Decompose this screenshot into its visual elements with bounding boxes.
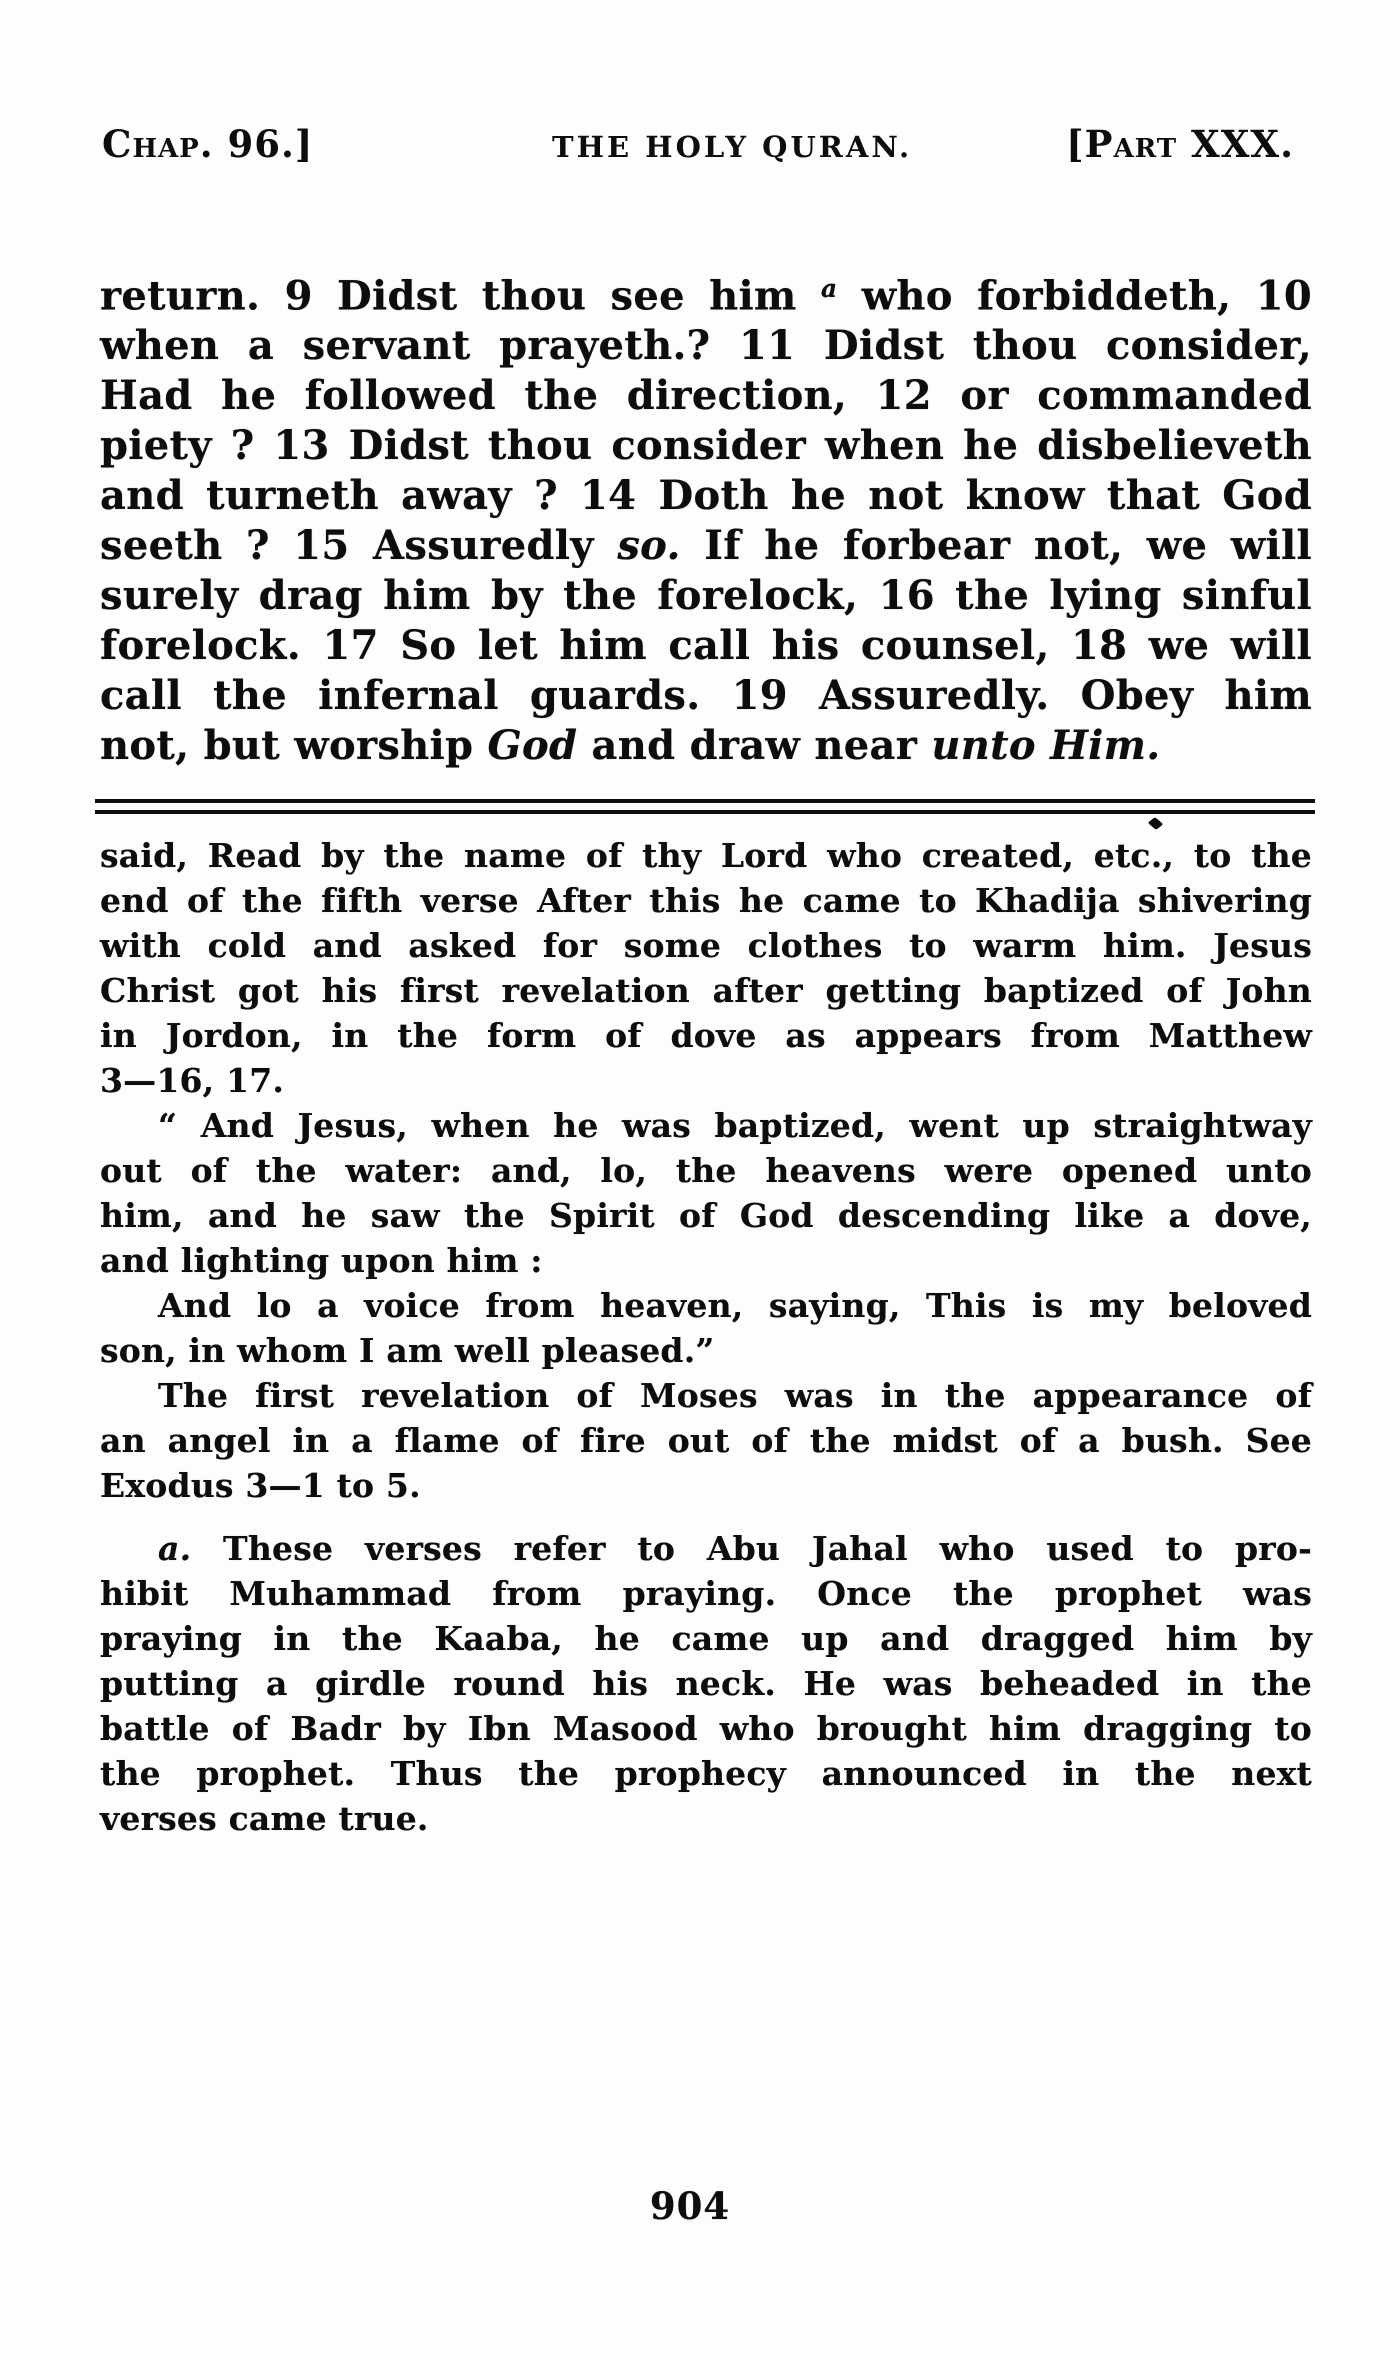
text-line: hibit Muhammad from praying. Once the prophet was [100,1574,1312,1613]
text-line: forelock. 17 So let him call his counsel, 18 we will [100,622,1312,670]
text-line: “ And Jesus, when he was baptized, went up straightway [158,1106,1312,1145]
text-line: Exodus 3—1 to 5. [100,1466,421,1505]
text-line: And lo a voice from heaven, saying, This is my beloved [158,1286,1312,1325]
text-line: end of the fifth verse After this he came to Khadija shivering [100,881,1312,920]
text-line: him, and he saw the Spirit of God descending like a dove, [100,1196,1312,1235]
text-line: with cold and asked for some clothes to warm him. Jesus [100,926,1312,965]
paragraph [100,1373,1312,1508]
text-line: seeth ? 15 Assuredly so. If he forbear not, we will [100,522,1313,570]
verse-text-block [100,264,1312,771]
text-line: when a servant prayeth.? 11 Didst thou consider, [100,322,1312,370]
paragraph [100,264,1312,771]
text-line: in Jordon, in the form of dove as appears from Matthew [100,1016,1312,1055]
text-line: surely drag him by the forelock, 16 the lying sinful [100,572,1312,620]
book-title: THE HOLY QURAN. [552,130,913,164]
text-line: putting a girdle round his neck. He was beheaded in the [100,1664,1312,1703]
ink-mark [1148,817,1164,830]
commentary-block [100,833,1312,1841]
running-head [100,122,1312,170]
text-line: not, but worship God and draw near unto Him. [100,722,1161,770]
text-line: The first revelation of Moses was in the appearance of [158,1376,1312,1415]
text-line: and turneth away ? 14 Doth he not know that God [100,472,1312,520]
text-line: call the infernal guards. 19 Assuredly. Obey him [100,672,1312,720]
text-line: out of the water: and, lo, the heavens were opened unto [100,1151,1312,1190]
paragraph [100,1283,1312,1373]
text-line: the prophet. Thus the prophecy announced in the next [100,1754,1312,1793]
double-rule-divider [95,799,1315,814]
page-number: 904 [649,2184,731,2228]
part-reference: [Part XXX. [1066,122,1294,166]
text-line: piety ? 13 Didst thou consider when he disbelieveth [100,422,1312,470]
text-line: Had he followed the direction, 12 or commanded [100,372,1312,420]
text-line: battle of Badr by Ibn Masood who brought him dragging to [100,1709,1312,1748]
text-line: return. 9 Didst thou see him $^a$ who forbiddeth, 10 [100,272,1312,320]
text-line: verses came true. [100,1799,429,1838]
text-line: 3—16, 17. [100,1061,285,1100]
text-line: said, Read by the name of thy Lord who created, etc., to the [100,836,1312,875]
paragraph [100,1526,1312,1841]
text-line: and lighting upon him : [100,1241,543,1280]
chapter-reference: Chap. 96.] [102,122,314,166]
text-line: a. These verses refer to Abu Jahal who used to pro- [158,1529,1312,1568]
text-line: son, in whom I am well pleased.” [100,1331,715,1370]
text-line: an angel in a flame of fire out of the midst of a bush. See [100,1421,1312,1460]
paragraph [100,1103,1312,1283]
text-line: praying in the Kaaba, he came up and dragged him by [100,1619,1312,1658]
text-line: Christ got his first revelation after getting baptized of John [100,971,1312,1010]
footnote-marker: a [821,274,838,303]
paragraph [100,833,1312,1103]
